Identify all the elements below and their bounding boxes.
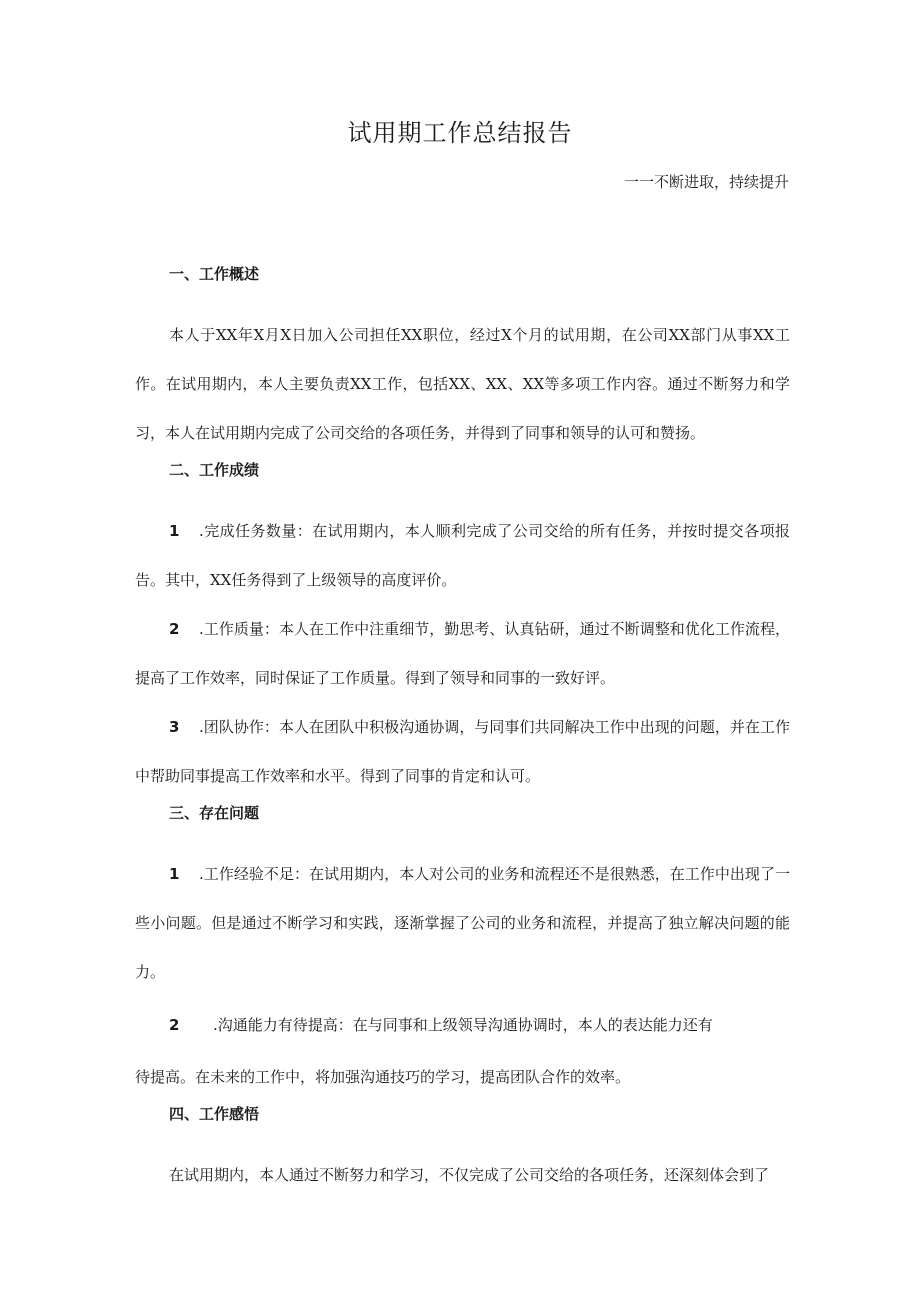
problem-item-2	[135, 997, 790, 1053]
reflection-paragraph: 在试用期内，本人通过不断努力和学习，不仅完成了公司交给的各项任务，还深刻体会到了	[169, 1166, 770, 1184]
section-heading-reflection: 四、工作感悟	[169, 1105, 260, 1123]
achievement-item-1	[135, 507, 790, 605]
item-number: 1	[169, 522, 180, 540]
achievement-item-3	[135, 703, 790, 801]
item-number: 1	[169, 865, 180, 883]
document-body	[135, 262, 790, 1200]
item-number: 3	[169, 718, 180, 736]
item-text: .完成任务数量：在试用期内，本人顺利完成了公司交给的所有任务，并按时提交各项报告。其中，XX任务得到了上级领导的高度评价。	[135, 522, 790, 589]
document-title: 试用期工作总结报告	[347, 119, 573, 147]
overview-paragraph: 本人于XX年X月X日加入公司担任XX职位，经过X个月的试用期，在公司XX部门从事XX工作。在试用期内，本人主要负责XX工作，包括XX、XX、XX等多项工作内容。通过不断努力和学习，本人在试用期内完成了公司交给的各项任务，并得到了同事和领导的认可和赞扬。	[135, 326, 790, 442]
item-text: .工作质量：本人在工作中注重细节，勤思考、认真钻研，通过不断调整和优化工作流程，提高了工作效率，同时保证了工作质量。得到了领导和同事的一致好评。	[135, 620, 790, 687]
document-subtitle: 一一不断进取，持续提升	[623, 173, 789, 191]
item-text: .团队协作：本人在团队中积极沟通协调，与同事们共同解决工作中出现的问题，并在工作中帮助同事提高工作效率和水平。得到了同事的肯定和认可。	[135, 718, 790, 785]
problem-item-2-continuation: 待提高。在未来的工作中，将加强沟通技巧的学习，提高团队合作的效率。	[135, 1068, 631, 1086]
item-text: .工作经验不足：在试用期内，本人对公司的业务和流程还不是很熟悉，在工作中出现了一些小问题。但是通过不断学习和实践，逐渐掌握了公司的业务和流程，并提高了独立解决问题的能力。	[135, 865, 790, 981]
item-text-line1: .沟通能力有待提高：在与同事和上级领导沟通协调时，本人的表达能力还有	[213, 1016, 713, 1034]
problem-item-1	[135, 850, 790, 997]
section-heading-overview: 一、工作概述	[169, 265, 260, 283]
achievement-item-2	[135, 605, 790, 703]
item-number: 2	[169, 1016, 180, 1034]
section-heading-achievements: 二、工作成绩	[169, 461, 260, 479]
section-heading-problems: 三、存在问题	[169, 804, 260, 822]
item-number: 2	[169, 620, 180, 638]
